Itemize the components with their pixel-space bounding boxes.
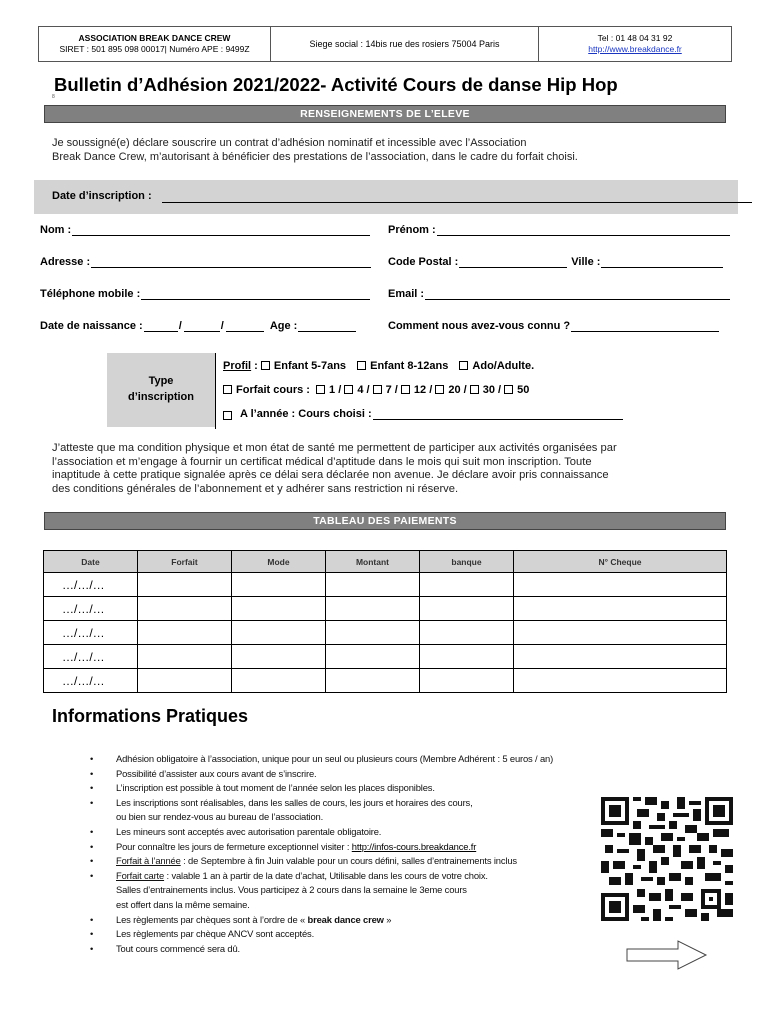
checkbox-icon[interactable]	[261, 361, 270, 370]
telephone-field[interactable]	[141, 290, 370, 300]
checkbox-icon[interactable]	[401, 385, 410, 394]
naissance-day-field[interactable]	[144, 322, 178, 332]
cell-banque[interactable]	[420, 573, 514, 597]
list-item	[90, 840, 610, 855]
tiny-mark: 8	[52, 94, 55, 100]
date-inscription-band	[34, 180, 738, 214]
adresse-field[interactable]	[91, 258, 371, 268]
email-field[interactable]	[425, 290, 730, 300]
list-item	[90, 825, 610, 840]
option-label: Enfant 5-7ans	[273, 360, 347, 372]
age-label: Age :	[269, 320, 298, 332]
naissance-label: Date de naissance :	[40, 320, 143, 332]
cell-forfait[interactable]	[138, 621, 232, 645]
cell-banque[interactable]	[420, 621, 514, 645]
date-inscription-label: Date d’inscription :	[52, 190, 152, 202]
type-divider	[215, 353, 216, 429]
checkbox-icon[interactable]	[357, 361, 366, 370]
address-text: Siege social : 14bis rue des rosiers 75004 Paris	[309, 38, 500, 49]
option-label: 20	[448, 384, 461, 396]
info-text: Possibilité d’assister aux cours avant de s’inscrire.	[116, 767, 317, 779]
checkbox-icon[interactable]	[470, 385, 479, 394]
date-inscription-field[interactable]	[162, 202, 752, 203]
cell-cheque[interactable]	[514, 621, 727, 645]
checkbox-icon[interactable]	[344, 385, 353, 394]
website-link[interactable]: http://www.breakdance.fr	[588, 44, 682, 54]
checkbox-icon[interactable]	[504, 385, 513, 394]
cell-montant[interactable]	[326, 573, 420, 597]
telephone-label: Téléphone mobile :	[40, 288, 141, 300]
cell-date[interactable]: …/…/…	[44, 573, 138, 597]
cell-cheque[interactable]	[514, 573, 727, 597]
cell-mode[interactable]	[232, 621, 326, 645]
table-header-row	[44, 551, 727, 573]
col-header-cheque: N° Cheque	[514, 551, 727, 573]
col-header-banque: banque	[420, 551, 514, 573]
info-bold: break dance crew	[307, 913, 384, 925]
info-text: : de Septembre à fin Juin valable pour un cours défini, salles d’entrainements inclus	[180, 855, 517, 867]
naissance-row	[40, 320, 356, 332]
forfait-option-50[interactable]	[504, 384, 529, 396]
col-header-date: Date	[44, 551, 138, 573]
table-row	[44, 645, 727, 669]
list-item	[90, 781, 610, 796]
info-label: Forfait carte	[116, 869, 165, 881]
cell-mode[interactable]	[232, 573, 326, 597]
code-postal-row	[388, 256, 723, 268]
profil-option-ado-adulte[interactable]	[459, 360, 534, 372]
option-label: 12	[413, 384, 427, 396]
cell-date[interactable]: …/…/…	[44, 669, 138, 693]
cell-montant[interactable]	[326, 669, 420, 693]
forfait-option-7[interactable]	[373, 384, 392, 396]
section-header-payments: TABLEAU DES PAIEMENTS	[44, 512, 726, 530]
info-text: Salles d’entrainements inclus. Vous participez à 2 cours dans la semaine le 3eme cours	[116, 884, 467, 896]
profil-row	[223, 360, 534, 372]
attestation-line: l’association et m’engage à fournir un certificat médical d’aptitude dans le mois qui suit mon inscription. Toute	[52, 455, 592, 468]
prenom-field[interactable]	[437, 226, 730, 236]
option-label: 4	[357, 384, 364, 396]
cell-date[interactable]: …/…/…	[44, 621, 138, 645]
list-item	[90, 869, 610, 913]
type-label-line: Type	[148, 375, 174, 387]
info-text: Tout cours commencé sera dû.	[116, 942, 240, 954]
nom-row	[40, 224, 370, 236]
info-text: Les inscriptions sont réalisables, dans les salles de cours, les jours et horaires des cours,	[116, 796, 473, 808]
cours-choisi-field[interactable]	[373, 410, 623, 420]
attestation-line: J’atteste que ma condition physique et mon état de santé me permettent de participer aux activités organisées par	[52, 442, 617, 454]
profil-option-enfant-8-12[interactable]	[357, 360, 448, 372]
checkbox-icon[interactable]	[316, 385, 325, 394]
comment-row	[388, 320, 719, 332]
ville-field[interactable]	[601, 258, 723, 268]
info-text: est offert dans la même semaine.	[116, 898, 250, 910]
cell-forfait[interactable]	[138, 645, 232, 669]
org-ids: SIRET : 501 895 098 00017| Numéro APE : 9499Z	[59, 44, 250, 54]
profil-label: Profil	[223, 360, 252, 372]
list-item	[90, 942, 610, 957]
forfait-option-30[interactable]	[470, 384, 495, 396]
cell-date[interactable]: …/…/…	[44, 645, 138, 669]
checkbox-icon[interactable]	[223, 411, 232, 420]
letterhead	[38, 26, 732, 62]
table-row	[44, 573, 727, 597]
naissance-month-field[interactable]	[184, 322, 220, 332]
page-title: Bulletin d’Adhésion 2021/2022- Activité Cours de danse Hip Hop	[54, 74, 618, 95]
intro-paragraph	[52, 137, 578, 164]
option-label: 1	[329, 384, 336, 396]
list-item	[90, 767, 610, 782]
forfait-label: Forfait cours :	[236, 384, 310, 396]
comment-label: Comment nous avez-vous connu ?	[388, 320, 571, 332]
info-text: Les règlements par chèque ANCV sont acceptés.	[116, 928, 315, 940]
code-postal-label: Code Postal :	[388, 256, 459, 268]
option-label: Enfant 8-12ans	[370, 360, 449, 372]
type-inscription-label	[107, 353, 215, 427]
list-item	[90, 913, 610, 928]
list-item	[90, 796, 610, 825]
type-label-line: d’inscription	[128, 391, 194, 403]
cell-montant[interactable]	[326, 621, 420, 645]
table-row	[44, 597, 727, 621]
info-title: Informations Pratiques	[52, 706, 249, 726]
cell-cheque[interactable]	[514, 597, 727, 621]
naissance-year-field[interactable]	[226, 322, 264, 332]
age-field[interactable]	[298, 322, 356, 332]
cell-banque[interactable]	[420, 597, 514, 621]
cell-forfait[interactable]	[138, 597, 232, 621]
comment-field[interactable]	[571, 322, 719, 332]
cell-mode[interactable]	[232, 669, 326, 693]
org-contact	[539, 27, 731, 61]
info-text: L’inscription est possible à tout moment de l’année selon les places disponibles.	[116, 782, 435, 794]
list-item	[90, 854, 610, 869]
nom-label: Nom :	[40, 224, 72, 236]
attestation-line: inaptitude à cette pratique signalée après ce délai sera déclarée non avenue. Je déclare avoir pris connaissance	[52, 469, 609, 481]
payments-table	[43, 550, 727, 693]
checkbox-icon[interactable]	[373, 385, 382, 394]
forfait-row: Forfait cours : 1 / 4 / 7 / 12 / 20 / 30 / 50	[223, 384, 529, 396]
phone-text: Tel : 01 48 04 31 92	[597, 33, 673, 43]
info-text: »	[383, 913, 392, 925]
telephone-row	[40, 288, 370, 300]
checkbox-icon[interactable]	[459, 361, 468, 370]
annee-row	[223, 408, 623, 420]
ville-label: Ville :	[571, 256, 601, 268]
cell-banque[interactable]	[420, 645, 514, 669]
option-label: Ado/Adulte.	[472, 360, 535, 372]
info-text: Pour connaître les jours de fermeture exceptionnel visiter :	[116, 840, 352, 852]
adresse-label: Adresse :	[40, 256, 91, 268]
info-text: : valable 1 an à partir de la date d’achat, Utilisable dans les cours de votre choix.	[164, 869, 488, 881]
org-identity	[39, 27, 271, 61]
forfait-option-12[interactable]	[401, 384, 426, 396]
option-label: 50	[517, 384, 530, 396]
info-text: Les mineurs sont acceptés avec autorisation parentale obligatoire.	[116, 825, 382, 837]
cell-cheque[interactable]	[514, 645, 727, 669]
col-header-mode: Mode	[232, 551, 326, 573]
col-header-forfait: Forfait	[138, 551, 232, 573]
cell-forfait[interactable]	[138, 573, 232, 597]
cell-cheque[interactable]	[514, 669, 727, 693]
prenom-row	[388, 224, 730, 236]
infos-cours-link[interactable]: http://infos-cours.breakdance.fr	[351, 840, 477, 852]
profil-sep: :	[251, 360, 261, 372]
cell-forfait[interactable]	[138, 669, 232, 693]
forfait-option-20[interactable]	[435, 384, 460, 396]
date-slash: /	[178, 320, 182, 332]
profil-option-enfant-5-7[interactable]	[261, 360, 346, 372]
info-label: Forfait à l’année	[116, 855, 181, 867]
forfait-option-1[interactable]	[313, 384, 335, 396]
arrow-right-icon	[626, 940, 708, 970]
cell-mode[interactable]	[232, 597, 326, 621]
date-slash: /	[220, 320, 224, 332]
org-address	[271, 27, 539, 61]
attestation-paragraph	[52, 442, 617, 496]
nom-field[interactable]	[72, 226, 370, 236]
info-list	[90, 752, 610, 956]
intro-line: Je soussigné(e) déclare souscrire un contrat d’adhésion nominatif et incessible avec l’Association	[52, 137, 527, 149]
cell-banque[interactable]	[420, 669, 514, 693]
table-row	[44, 669, 727, 693]
code-postal-field[interactable]	[459, 258, 567, 268]
adresse-row	[40, 256, 371, 268]
attestation-line: des conditions générales de l’abonnement et y adhérer sans restriction ni réserve.	[52, 482, 459, 495]
option-label: 30	[482, 384, 495, 396]
cell-date[interactable]: …/…/…	[44, 597, 138, 621]
email-label: Email :	[388, 288, 425, 300]
prenom-label: Prénom :	[388, 224, 436, 236]
checkbox-icon[interactable]	[223, 385, 232, 394]
intro-line: Break Dance Crew, m’autorisant à bénéficier des prestations de l’association, dans le cadre du forfait choisi.	[52, 150, 578, 163]
option-label: 7	[385, 384, 392, 396]
list-item	[90, 927, 610, 942]
annee-label: A l’année : Cours choisi :	[240, 408, 372, 420]
qr-code-icon[interactable]	[601, 797, 733, 921]
col-header-montant: Montant	[326, 551, 420, 573]
table-row	[44, 621, 727, 645]
info-text: Les règlements par chèques sont à l’ordre de «	[116, 913, 308, 925]
cell-montant[interactable]	[326, 597, 420, 621]
info-text: ou bien sur rendez-vous au bureau de l’association.	[116, 811, 324, 823]
forfait-option-4[interactable]	[344, 384, 363, 396]
cell-mode[interactable]	[232, 645, 326, 669]
org-name: ASSOCIATION BREAK DANCE CREW	[78, 33, 231, 43]
info-text: Adhésion obligatoire à l’association, unique pour un seul ou plusieurs cours (Membre Adhérent : 5 euros / an)	[116, 753, 554, 764]
email-row	[388, 288, 730, 300]
cell-montant[interactable]	[326, 645, 420, 669]
list-item	[90, 752, 610, 767]
checkbox-icon[interactable]	[435, 385, 444, 394]
section-header-student: RENSEIGNEMENTS DE L’ELEVE	[44, 105, 726, 123]
